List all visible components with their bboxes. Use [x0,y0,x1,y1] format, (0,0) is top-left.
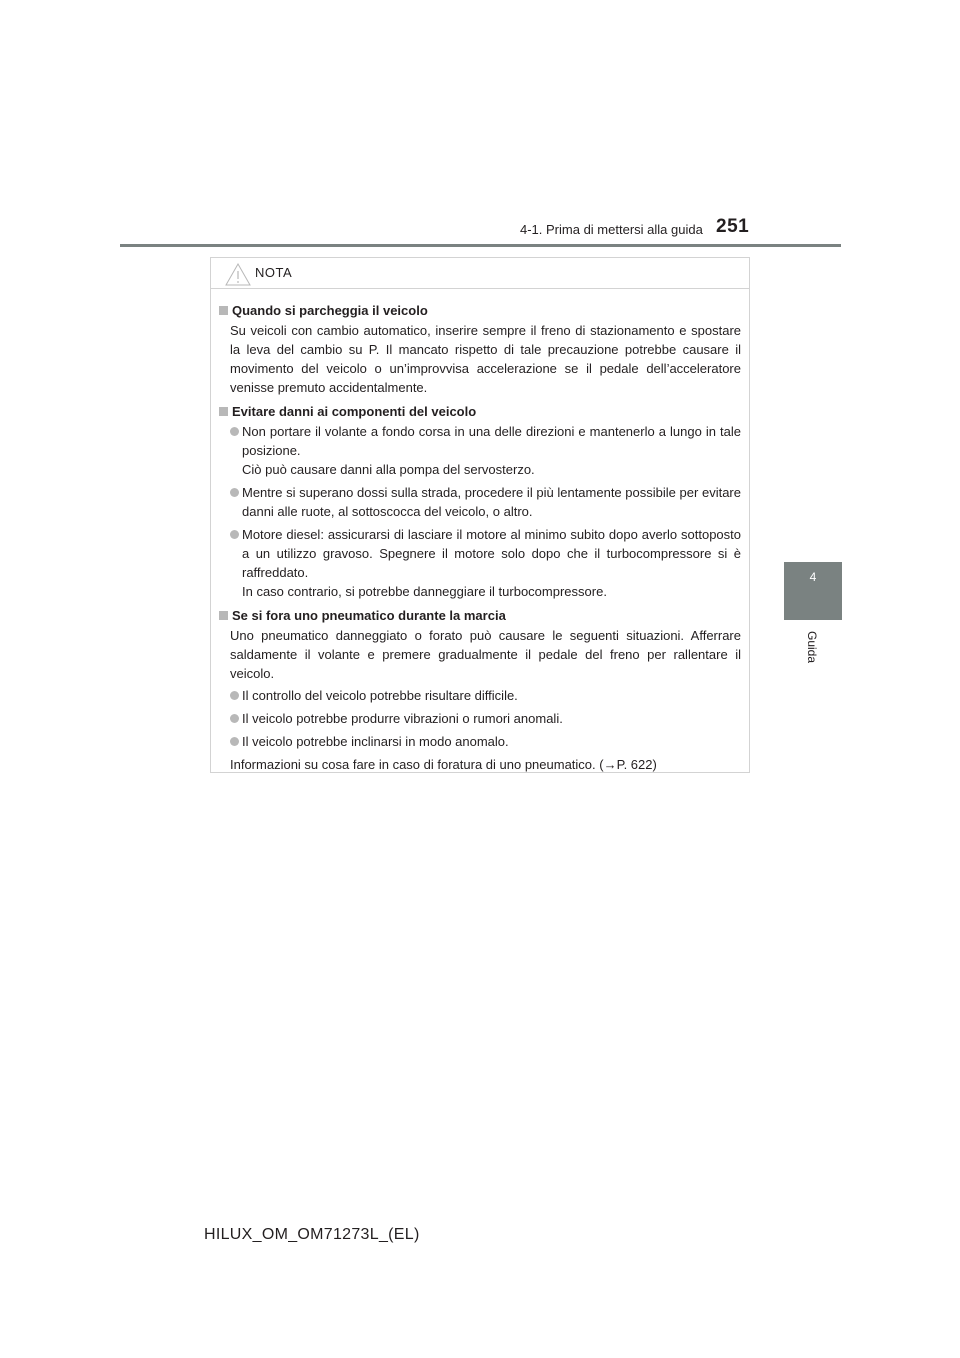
list-item [219,732,741,751]
square-bullet-icon [219,611,228,620]
bullet-line: Il veicolo potrebbe produrre vibrazioni o rumori anomali. [242,711,563,726]
document-code: HILUX_OM_OM71273L_(EL) [204,1226,420,1243]
list-item [219,686,741,705]
section-heading [219,301,741,320]
chapter-label: Guida [805,630,819,664]
section-heading-text: Evitare danni ai componenti del veicolo [232,404,477,419]
section-heading [219,402,741,421]
round-bullet-icon [230,737,239,746]
list-item-text [242,732,741,751]
round-bullet-icon [230,691,239,700]
list-item [219,483,741,521]
round-bullet-icon [230,714,239,723]
section-paragraph: Su veicoli con cambio automatico, inserire sempre il freno di stazionamento e spostare la leva del cambio su P. Il mancato rispetto di tale precauzione potrebbe causare il movimento del veicolo o un’improvvisa accelerazione se il pedale dell’acceleratore venisse premuto accidentalmente. [230,323,741,395]
bullet-line: In caso contrario, si potrebbe danneggiare il turbocompressore. [242,584,607,599]
page-number: 251 [716,216,750,237]
list-item-text [242,686,741,705]
list-item [219,525,741,601]
section-paragraph: Uno pneumatico danneggiato o forato può causare le seguenti situazioni. Afferrare saldamente il volante e premere gradualmente il pedale del freno per rallentare il veicolo. [230,628,741,681]
section-heading [219,606,741,625]
section-closing: Informazioni su cosa fare in caso di foratura di uno pneumatico. (→P. 622) [230,757,657,772]
round-bullet-icon [230,530,239,539]
round-bullet-icon [230,427,239,436]
note-section-puncture [219,606,741,774]
header-rule [120,244,841,247]
note-body [211,289,749,774]
note-section-parking [219,301,741,397]
note-box [210,257,750,773]
list-item-text [242,422,741,479]
bullet-line: Il veicolo potrebbe inclinarsi in modo anomalo. [242,734,509,749]
warning-icon [225,263,251,286]
bullet-line: Non portare il volante a fondo corsa in una delle direzioni e mantenerlo a lungo in tale posizione. [242,424,741,458]
section-title: 4-1. Prima di mettersi alla guida [520,222,703,237]
square-bullet-icon [219,407,228,416]
section-heading-text: Se si fora uno pneumatico durante la marcia [232,608,506,623]
list-item [219,422,741,479]
chapter-number: 4 [809,570,817,584]
note-section-damage [219,402,741,601]
bullet-line: Ciò può causare danni alla pompa del servosterzo. [242,462,535,477]
bullet-line: Il controllo del veicolo potrebbe risultare difficile. [242,688,518,703]
list-item-text [242,483,741,521]
list-item-text [242,709,741,728]
list-item [219,709,741,728]
bullet-line: Mentre si superano dossi sulla strada, procedere il più lentamente possibile per evitare danni alle ruote, al sottoscocca del veicolo, o altro. [242,485,741,519]
bullet-line: Motore diesel: assicurarsi di lasciare il motore al minimo subito dopo averlo sottoposto a un utilizzo gravoso. Spegnere il motore solo dopo che il turbocompressore si è raffreddato. [242,527,741,580]
list-item-text [242,525,741,601]
square-bullet-icon [219,306,228,315]
round-bullet-icon [230,488,239,497]
note-header [211,258,749,289]
note-title: NOTA [255,265,293,280]
section-heading-text: Quando si parcheggia il veicolo [232,303,428,318]
